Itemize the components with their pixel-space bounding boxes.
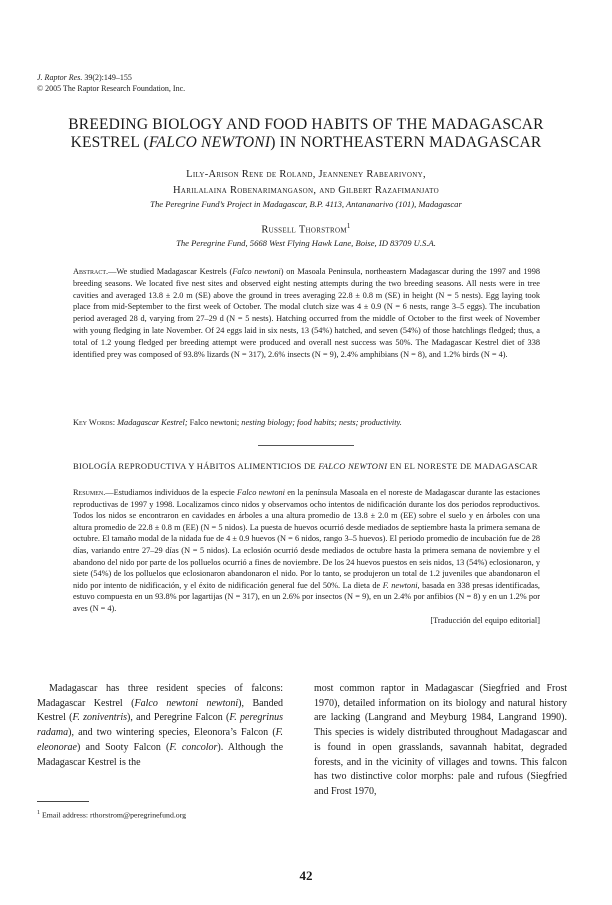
- resumen-body: [73, 487, 540, 615]
- body-column-right: most common raptor in Madagascar (Siegfried and Frost 1970), detailed information on its biology and natural history are lacking (Langrand and Meyburg 1984, Langrand 1990). This species is widely distributed throughout Madagascar and is found in open grasslands, savannah habitat, degraded forests, and in the vicinity of villages and towns. This falcon has two distinctive color morphs: pale and rufous (Siegfried and Frost 1970,: [314, 683, 567, 797]
- resumen-text-b: en la península Masoala en el noreste de Madagascar durante las estaciones reproductivas de 1997 y 1998. Localizamos cinco nidos y observamos ocho intentos de nidificación durante los dos periodos reproductivos. Todos los nidos se encontraron en cavidades en árboles a una altura promedio de 13.8 ± 2.0 m (EE) sobre el suelo y en árboles con una altura promedio de 22.8 ± 0.8 m (EE) (N = 5 nidos). La puesta de huevos ocurrió desde mediados de septiembre hasta la primera semana de octubre. El tamaño modal de la nidada fue de 4 ± 0.9 huevos (N = 6 nidos, rango 3–5 huevos). El periodo promedio de incubación fue de 28 días, variando entre 27–29 días (N = 5 nidos). La eclosión ocurrió desde mediados de octubre hasta la primera semana de noviembre y el abandono del nido por parte de los polluelos ocurrió a fines de noviembre. De los 24 huevos puestos en seis nidos, 13 (54%) eclosionaron, y siete (54%) de los polluelos que eclosionaron abandonaron el nido. Por lo tanto, se produjeron un total de 1.2 juveniles que abandonaron el nido por intento de nidificación, y el éxito de nidificación general fue del 50%. La dieta de: [73, 488, 541, 590]
- authors-line-1: Lily-Arison Rene de Roland, Jeanneney Rabearivony,: [186, 169, 426, 180]
- translation-credit: [Traducción del equipo editorial]: [430, 615, 540, 625]
- page-number: 42: [299, 868, 313, 883]
- title-species: FALCO NEWTONI: [148, 134, 271, 151]
- footnote-mark: 1: [37, 810, 40, 816]
- resumen: [73, 487, 540, 626]
- journal-name: J. Raptor Res.: [37, 73, 83, 82]
- body-left-t1: Madagascar has three resident species of falcons: Madagascar Kestrel (: [37, 683, 283, 709]
- footnote-text: Email address: rthorstrom@peregrinefund.org: [40, 810, 187, 820]
- title-line-2-pre: KESTREL (: [70, 134, 149, 151]
- spanish-title-species: FALCO NEWTONI: [318, 461, 388, 471]
- copyright-line: © 2005 The Raptor Research Foundation, Inc.: [37, 84, 186, 93]
- authors-line-2: Harilalaina Robenarimangason, and Gilbert Razafimanjato: [173, 185, 439, 196]
- resumen-text-a: —Estudiamos individuos de la especie: [105, 488, 238, 497]
- affiliation-1: The Peregrine Fund’s Project in Madagascar, B.P. 4113, Antananarivo (101), Madagascar: [150, 199, 462, 209]
- body-left-i3: F. peregrinus radama: [37, 712, 283, 739]
- keyword-2: Falco newtoni;: [187, 418, 242, 427]
- spanish-title-b: EN EL NORESTE DE MADAGASCAR: [387, 461, 538, 471]
- key-words-label: Key Words:: [73, 418, 116, 427]
- title-line-1: BREEDING BIOLOGY AND FOOD HABITS OF THE MADAGASCAR: [68, 116, 544, 133]
- body-left-t5: ) and Sooty Falcon (: [77, 741, 170, 753]
- body-column-left: [37, 682, 283, 770]
- resumen-label: Resumen.: [73, 488, 106, 497]
- resumen-text-c: , basada en 338 presas identificadas, estuvo compuesta en un 93.8% por lagartijas (N = 317), en un 2.6% por insectos (N = 9), en un 2.4% por anfibios (N = 8) y en un 1.2% por aves (N = 4).: [73, 580, 541, 613]
- abstract-species: Falco newtoni: [232, 267, 281, 276]
- author-2-footnote-mark: 1: [346, 222, 351, 230]
- resumen-species-2: F. newtoni: [382, 580, 418, 590]
- body-left-t3: ), and Peregrine Falcon (: [127, 712, 230, 724]
- body-left-i4: F. eleonorae: [37, 727, 283, 753]
- journal-citation: 39(2):149–155: [84, 73, 132, 82]
- abstract-label: Abstract.: [73, 267, 109, 276]
- title-line-2-post: ) IN NORTHEASTERN MADAGASCAR: [270, 134, 542, 151]
- spanish-title: [73, 460, 540, 473]
- body-left-t2: ), Banded Kestrel (: [37, 697, 284, 724]
- author-2-name: Russell Thorstrom: [261, 224, 347, 236]
- keyword-1: Madagascar Kestrel;: [117, 418, 188, 427]
- author-list: [30, 167, 582, 199]
- title-line-2: [30, 134, 582, 152]
- affiliation-2: The Peregrine Fund, 5668 West Flying Hawk Lane, Boise, ID 83709 U.S.A.: [176, 238, 436, 248]
- keyword-3: nesting biology; food habits; nests; productivity.: [241, 418, 402, 427]
- body-left-t4: ), and two wintering species, Eleonora’s Falcon (: [68, 727, 276, 739]
- body-left-i2: F. zoniventris: [72, 712, 128, 724]
- section-divider: [258, 445, 354, 446]
- article-title: [30, 116, 582, 152]
- resumen-species: Falco newtoni: [237, 488, 285, 497]
- body-left-i1: Falco newtoni newtoni: [134, 697, 239, 709]
- body-left-i5: F. concolor: [169, 741, 218, 753]
- key-words: [73, 417, 540, 429]
- spanish-title-a: BIOLOGÍA REPRODUCTIVA Y HÁBITOS ALIMENTICIOS DE: [73, 461, 319, 471]
- body-left-t6: ). Although the Madagascar Kestrel is the: [37, 741, 284, 768]
- footnote: [37, 810, 186, 820]
- abstract-text-a: —We studied Madagascar Kestrels (: [108, 267, 233, 276]
- journal-header: [37, 72, 185, 94]
- footnote-rule: [37, 801, 89, 802]
- abstract-text-b: ) on Masoala Peninsula, northeastern Madagascar during the 1997 and 1998 breeding seasons. We located five nest sites and observed eight nesting attempts during the two breeding seasons. All nests were in tree cavities and averaged 13.8 ± 2.0 m (SE) above the ground in trees averaging 22.8 ± 0.8 m (SE) in height (N = 5 nests). Egg laying took place from mid-September to the first week of October. The modal clutch size was 4 ± 0.9 (N = 6 nests, range 3–5 eggs). The incubation period averaged 28 d, varying from 27–29 d (N = 5 nests). Hatching occurred from the middle of October to the first week of November with young fledging in late November. Of 24 eggs laid in six nests, 13 (54%) hatched, and seven (54%) of those hatchlings fledged; thus, a total of 1.2 young fledged per breeding attempt were produced and overall nest success was 50%. The Madagascar Kestrel diet of 338 identified prey was composed of 93.8% lizards (N = 317), 2.6% insects (N = 9), 2.4% amphibians (N = 8), and 1.2% birds (N = 4).: [73, 267, 540, 359]
- abstract: [73, 266, 540, 360]
- author-thorstrom: [30, 222, 582, 236]
